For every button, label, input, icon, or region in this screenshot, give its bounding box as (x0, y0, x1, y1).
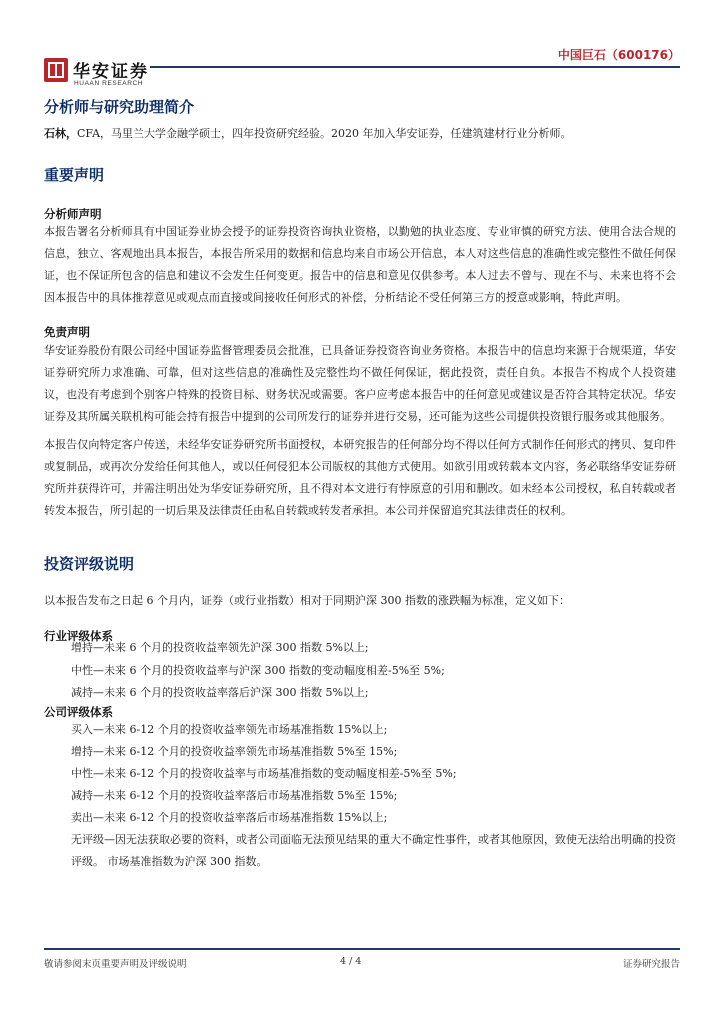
header-divider (150, 66, 680, 68)
no-rating-note: 无评级—因无法获取必要的资料，或者公司面临无法预见结果的重大不确定性事件，或者其他原因，致使无法给出明确的投资评级。 市场基准指数为沪深 300 指数。 (71, 833, 676, 868)
rating-intro: 以本报告发布之日起 6 个月内，证券（或行业指数）相对于同期沪深 300 指数的涨跌幅为标准，定义如下： (44, 594, 570, 607)
company-name-cn: 华安证券 (73, 62, 149, 82)
huaan-logo-icon (44, 58, 68, 82)
analyst-bio-text: CFA，马里兰大学金融学硕士，四年投资研究经验。2020 年加入华安证券，任建筑建材行业分析师。 (77, 127, 572, 140)
disclaimer-section-title: 重要声明 (44, 166, 105, 184)
page-number: 4 / 4 (340, 956, 362, 967)
company-rating-item: 中性—未来 6-12 个月的投资收益率与市场基准指数的变动幅度相差-5%至 5%; (71, 767, 457, 780)
analyst-section-title: 分析师与研究助理简介 (44, 98, 195, 116)
company-rating-item: 减持—未来 6-12 个月的投资收益率落后市场基准指数 5%至 15%; (71, 789, 398, 802)
company-rating-item: 卖出—未来 6-12 个月的投资收益率落后市场基准指数 15%以上; (71, 811, 388, 824)
analyst-statement-title: 分析师声明 (44, 207, 102, 221)
disclaimer-title: 免责声明 (44, 325, 90, 339)
disclaimer-paragraph-2: 本报告仅向特定客户传送，未经华安证券研究所书面授权，本研究报告的任何部分均不得以任何方式制作任何形式的拷贝、复印件或复制品，或再次分发给任何其他人，或以任何侵犯本公司版权的其他方式使用。如欲引用或转载本文内容，务必联络华安证券研究所并获得许可，并需注明出处为华安证券研究所，且不得对本文进行有悖原意的引用和删改。如未经本公司授权，私自转载或者转发本报告，所引起的一切后果及法律责任由私自转载或转发者承担。本公司并保留追究其法律责任的权利。 (44, 438, 676, 517)
footer-report-type: 证券研究报告 (622, 959, 680, 970)
footer-note: 敬请参阅末页重要声明及评级说明 (44, 959, 187, 970)
company-rating-item: 买入—未来 6-12 个月的投资收益率领先市场基准指数 15%以上; (71, 723, 388, 736)
industry-rating-title: 行业评级体系 (44, 629, 113, 643)
company-name-en: HUAAN RESEARCH (74, 80, 144, 87)
company-rating-item: 增持—未来 6-12 个月的投资收益率领先市场基准指数 5%至 15%; (71, 745, 398, 758)
industry-rating-item: 增持—未来 6 个月的投资收益率领先沪深 300 指数 5%以上; (71, 641, 369, 654)
analyst-statement-text: 本报告署名分析师具有中国证券业协会授予的证券投资咨询执业资格，以勤勉的执业态度、专业审慎的研究方法、使用合法合规的信息，独立、客观地出具本报告，本报告所采用的数据和信息均来自市场公开信息，本人对这些信息的准确性或完整性不做任何保证，也不保证所包含的信息和建议不会发生任何变更。报告中的信息和意见仅供参考。本人过去不曾与、现在不与、未来也将不会因本报告中的具体推荐意见或观点而直接或间接收任何形式的补偿，分析结论不受任何第三方的授意或影响，特此声明。 (44, 225, 676, 304)
industry-rating-item: 中性—未来 6 个月的投资收益率与沪深 300 指数的变动幅度相差-5%至 5%; (71, 664, 445, 677)
footer-divider (44, 948, 680, 950)
stock-title: 中国巨石（600176） (557, 48, 680, 62)
company-rating-title: 公司评级体系 (44, 705, 113, 719)
disclaimer-paragraph-1: 华安证券股份有限公司经中国证券监督管理委员会批准，已具备证券投资咨询业务资格。本报告中的信息均来源于合规渠道，华安证券研究所力求准确、可靠，但对这些信息的准确性及完整性均不做任何保证，据此投资，责任自负。本报告不构成个人投资建议，也没有考虑到个别客户特殊的投资目标、财务状况或需要。客户应考虑本报告中的任何意见或建议是否符合其特定状况。华安证券及其所属关联机构可能会持有报告中提到的公司所发行的证券并进行交易，还可能为这些公司提供投资银行服务或其他服务。 (44, 344, 676, 423)
rating-section-title: 投资评级说明 (44, 555, 135, 573)
analyst-name: 石林， (44, 127, 77, 140)
industry-rating-item: 减持—未来 6 个月的投资收益率落后沪深 300 指数 5%以上; (71, 686, 369, 699)
analyst-bio (44, 123, 676, 145)
